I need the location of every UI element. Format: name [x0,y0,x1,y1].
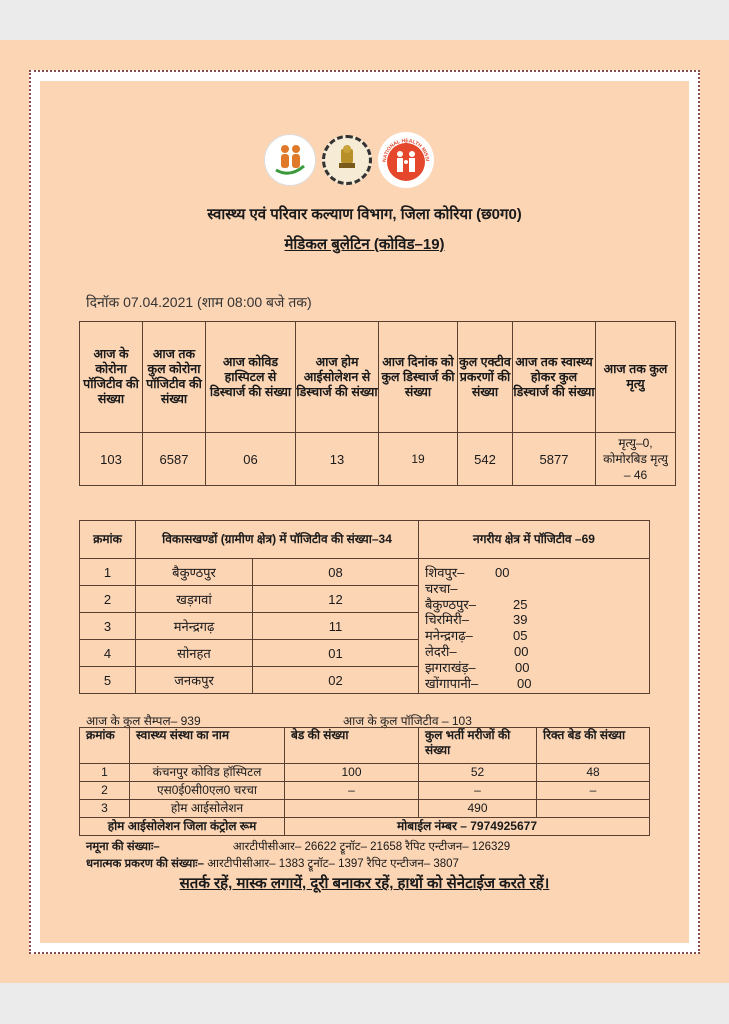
value-total-discharge-today: 19 [379,433,458,486]
row-block-name: बैकुण्ठपुर [136,559,253,586]
urban-area-name: बैकुण्ठपुर– [425,596,476,612]
sample-count-label: नमूना की संख्याः– [86,841,160,853]
value-hospital-discharge: 06 [206,433,296,486]
header-total-recovered: आज तक स्वास्थ्य होकर कुल डिस्चार्ज की संख्या [513,322,596,433]
row-bed-count: – [285,782,419,800]
summary-table [79,321,676,486]
list-item [425,565,649,597]
urban-area-name: चिरमिरी– [425,612,469,628]
bed-availability-table [79,727,650,836]
row-serial: 3 [80,613,136,640]
value-home-isolation-discharge: 13 [296,433,379,486]
sample-count-values: आरटीपीसीआर– 26622 ट्रूनॉट– 21658 रैपिट एन्टीजन– 126329 [232,841,511,853]
urban-area-name: शिवपुर–चरचा– [425,565,465,596]
bulletin-title: मेडिकल बुलेटिन (कोविड–19) [284,236,445,253]
row-facility-name: होम आईसोलेशन [130,800,285,818]
row-serial: 1 [80,764,130,782]
row-serial: 3 [80,800,130,818]
row-vacant-beds: – [537,782,650,800]
urban-area-name: खोंगापानी– [425,675,479,691]
control-room-phone: मोबाईल नंम्बर – 7974925677 [285,818,650,836]
row-block-count: 08 [253,559,419,586]
urban-area-name: लेदरी– [425,643,457,659]
safety-slogan: सतर्क रहें, मास्क लगायें, दूरी बनाकर रहें, हाथों को सेनेटाईज करते रहें। [179,875,550,892]
list-item [425,660,649,676]
header-total-deaths: आज तक कुल मृत्यु [596,322,676,433]
value-total-deaths: मृत्यु–0, कोमोरबिड मृत्यु – 46 [596,433,676,486]
positive-count-label: धनात्मक प्रकरण की संख्याः– [86,858,205,870]
list-item [425,612,649,628]
header-active-cases: कुल एक्टीव प्रकरणों की संख्या [458,322,513,433]
row-block-name: जनकपुर [136,667,253,694]
header-total-discharge-today: आज दिनांक को कुल डिस्चार्ज की संख्या [379,322,458,433]
row-facility-name: कंचनपुर कोविड हॉस्पिटल [130,764,285,782]
block-wise-table [79,520,650,694]
table-row [80,800,650,818]
header-vacant-beds: रिक्त बेड की संख्या [537,728,650,764]
row-vacant-beds: 48 [537,764,650,782]
row-facility-name: एस0ई0सी0एल0 चरचा [130,782,285,800]
value-today-positive: 103 [80,433,143,486]
list-item [425,597,649,613]
urban-area-count: 00 [515,659,530,675]
header-home-isolation-discharge: आज होम आईसोलेशन से डिस्चार्ज की संख्या [296,322,379,433]
chhattisgarh-govt-emblem [322,135,372,185]
list-item [425,676,649,692]
row-block-name: सोनहत [136,640,253,667]
family-icon [270,140,310,180]
value-active-cases: 542 [458,433,513,486]
urban-area-count: 39 [513,612,528,628]
header-serial: क्रमांक [80,521,136,559]
table-row [80,559,650,586]
header-facility-name: स्वास्थ्य संस्था का नाम [130,728,285,764]
urban-area-name: झगराखंड़– [425,659,476,675]
samples-today: आज के कुल सैम्पल– 939 [86,714,201,728]
header-urban-positive: नगरीय क्षेत्र में पॉजिटीव –69 [419,521,650,559]
nhm-family-icon [378,132,434,188]
row-vacant-beds [537,800,650,818]
row-block-count: 01 [253,640,419,667]
bed-header-row [80,728,650,764]
row-serial: 5 [80,667,136,694]
row-block-count: 11 [253,613,419,640]
row-block-name: खड़गवां [136,586,253,613]
control-room-row [80,818,650,836]
header-total-positive: आज तक कुल कोरोना पॉजिटीव की संख्या [143,322,206,433]
urban-area-name: मनेन्द्रगढ़– [425,628,473,644]
row-admitted-count: 490 [419,800,537,818]
health-dept-logo [264,134,316,186]
row-admitted-count: – [419,782,537,800]
nhm-logo-text: NATIONAL HEALTH MISSI [381,137,430,163]
row-block-count: 12 [253,586,419,613]
urban-area-list [419,559,650,694]
logo-strip [264,133,434,187]
row-bed-count [285,800,419,818]
department-title: स्वास्थ्य एवं परिवार कल्याण विभाग, जिला कोरिया (छ0ग0) [207,206,522,223]
positive-count-line [86,856,459,871]
row-block-name: मनेन्द्रगढ़ [136,613,253,640]
list-item [425,628,649,644]
row-serial: 2 [80,586,136,613]
header-rural-positive: विकासखण्डों (ग्रामीण क्षेत्र) में पॉजिटीव की संख्या–34 [136,521,419,559]
sample-count-line [86,839,510,854]
positive-count-values: आरटीपीसीआर– 1383 ट्रूनॉट– 1397 रैपिट एन्टीजन– 3807 [207,858,459,870]
table-row [80,782,650,800]
list-item [425,644,649,660]
row-serial: 1 [80,559,136,586]
urban-area-count: 00 [517,675,532,691]
header-today-positive: आज के कोरोना पॉजिटीव की संख्या [80,322,143,433]
row-bed-count: 100 [285,764,419,782]
urban-area-count: 25 [513,596,528,612]
urban-area-count: 00 [495,565,510,580]
table-row [80,764,650,782]
value-total-positive: 6587 [143,433,206,486]
value-total-recovered: 5877 [513,433,596,486]
row-admitted-count: 52 [419,764,537,782]
block-header-row [80,521,650,559]
header-hospital-discharge: आज कोविड हास्पिटल से डिस्चार्ज की संख्या [206,322,296,433]
control-room-label: होम आईसोलेशन जिला कंट्रोल रूम [80,818,285,836]
summary-value-row [80,433,676,486]
urban-area-count: 05 [513,628,528,644]
summary-header-row [80,322,676,433]
row-serial: 4 [80,640,136,667]
row-block-count: 02 [253,667,419,694]
header-serial: क्रमांक [80,728,130,764]
header-admitted-count: कुल भर्ती मरीजों की संख्या [419,728,537,764]
positive-today: आज के कुल पॉजिटीव – 103 [343,714,472,728]
urban-area-count: 00 [514,643,529,659]
header-bed-count: बेड की संख्या [285,728,419,764]
national-health-mission-logo [378,132,434,188]
ashoka-emblem-icon [332,143,362,177]
row-serial: 2 [80,782,130,800]
bulletin-date: दिनॉक 07.04.2021 (शाम 08:00 बजे तक) [86,294,312,310]
